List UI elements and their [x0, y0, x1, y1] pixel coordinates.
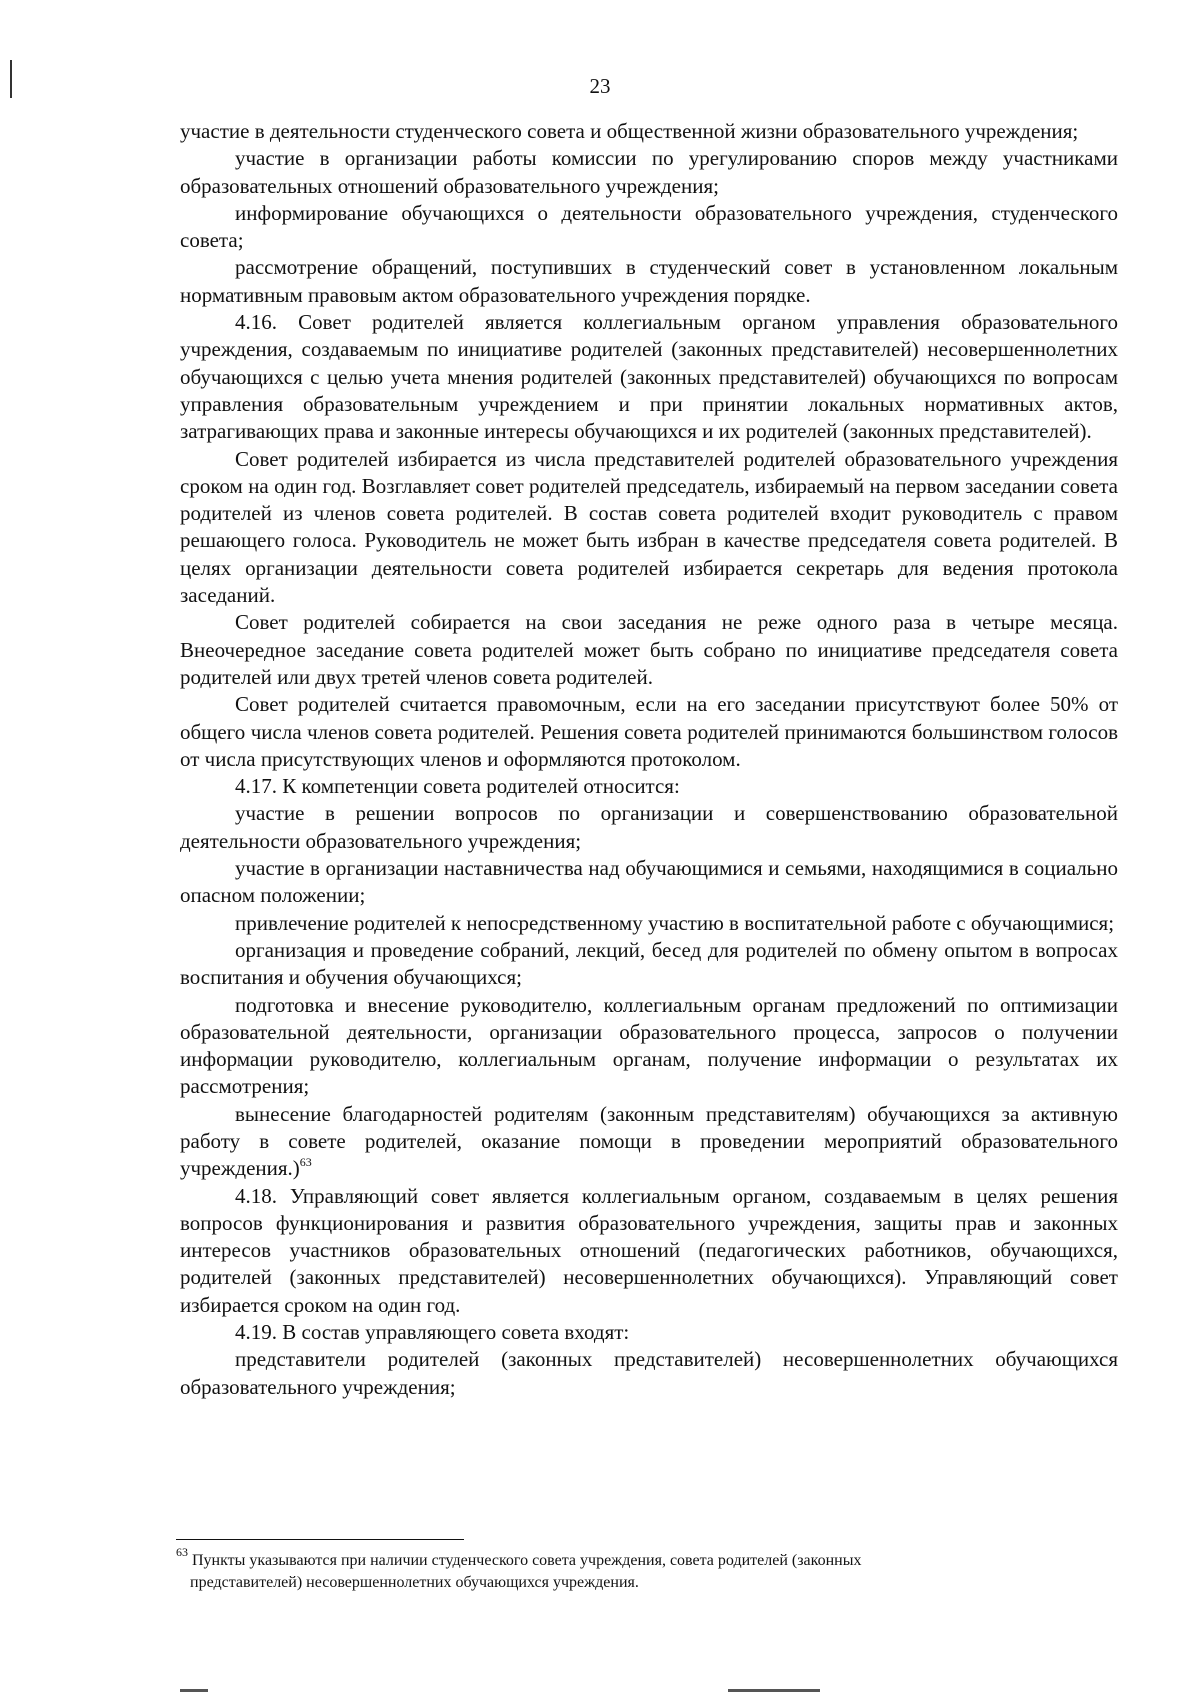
paragraph: участие в решении вопросов по организации и совершенствованию образовательной деятельности образовательного учреждения; [180, 801, 1118, 853]
document-body [180, 118, 1118, 1401]
paragraph: Совет родителей считается правомочным, если на его заседании присутствуют более 50% от общего числа членов совета родителей. Решения совета родителей принимаются большинством голосов от числа присутствующих членов и оформляются протоколом. [180, 692, 1118, 771]
paragraph: Совет родителей собирается на свои заседания не реже одного раза в четыре месяца. Внеочередное заседание совета родителей может быть собрано по инициативе председателя совета родителей или двух третей членов совета родителей. [180, 610, 1118, 689]
paragraph: подготовка и внесение руководителю, коллегиальным органам предложений по оптимизации образовательной деятельности, организации образовательного процесса, запросов о получении информации руководителю, коллегиальным органам, получение информации о результатах их рассмотрения; [180, 992, 1118, 1099]
footnote-continuation: представителей) несовершеннолетних обучающихся учреждения. [190, 1574, 639, 1591]
paragraph-with-footnote-ref [180, 1101, 1118, 1183]
paragraph-text: вынесение благодарностей родителям (законным представителям) обучающихся за активную работу в совете родителей, оказание помощи в проведении мероприятий образовательного учреждения.) [180, 1101, 1118, 1181]
page-number: 23 [589, 74, 611, 98]
paragraph: участие в организации наставничества над обучающимися и семьями, находящимися в социально опасном положении; [180, 856, 1118, 908]
paragraph: участие в организации работы комиссии по урегулированию споров между участниками образовательных отношений образовательного учреждения; [180, 146, 1118, 198]
footnote-line [176, 1545, 1116, 1572]
scan-bottom-mark [728, 1689, 820, 1692]
paragraph: 4.19. В состав управляющего совета входят: [235, 1320, 630, 1345]
paragraph: рассмотрение обращений, поступивших в студенческий совет в установленном локальным нормативным правовым актом образовательного учреждения порядке. [180, 255, 1118, 307]
footnote-separator [176, 1539, 464, 1540]
paragraph: участие в деятельности студенческого совета и общественной жизни образовательного учреждения; [180, 119, 1079, 143]
paragraph: 4.16. Совет родителей является коллегиальным органом управления образовательного учреждения, создаваемым по инициативе родителей (законных представителей) несовершеннолетних обучающихся с целью учета мнения родителей (законных представителей) обучающихся по вопросам управления образовательным учреждением и при принятии локальных нормативных актов, затрагивающих права и законные интересы обучающихся и их родителей (законных представителей). [180, 310, 1118, 444]
paragraph: 4.18. Управляющий совет является коллегиальным органом, создаваемым в целях решения вопросов функционирования и развития образовательного учреждения, защиты прав и законных интересов участников образовательных отношений (педагогических работников, обучающихся, родителей (законных представителей) несовершеннолетних обучающихся). Управляющий совет избирается сроком на один год. [180, 1183, 1118, 1317]
paragraph: 4.17. К компетенции совета родителей относится: [235, 774, 680, 799]
scan-bottom-mark [180, 1689, 208, 1692]
paragraph: информирование обучающихся о деятельности образовательного учреждения, студенческого совета; [180, 200, 1118, 253]
paragraph: представители родителей (законных представителей) несовершеннолетних обучающихся образовательного учреждения; [180, 1347, 1118, 1399]
footnote-text: Пункты указываются при наличии студенческого совета учреждения, совета родителей (законных [192, 1552, 862, 1569]
footnote [176, 1545, 1116, 1594]
footnote-number: 63 [176, 1545, 188, 1559]
footnote-reference[interactable]: 63 [299, 1155, 312, 1170]
paragraph: организация и проведение собраний, лекций, бесед для родителей по обмену опытом в вопросах воспитания и обучения обучающихся; [180, 937, 1118, 990]
paragraph: привлечение родителей к непосредственному участию в воспитательной работе с обучающимися; [235, 910, 1115, 935]
paragraph: Совет родителей избирается из числа представителей родителей образовательного учреждения сроком на один год. Возглавляет совет родителей председатель, избираемый на первом заседании совета родителей из членов совета родителей. В состав совета родителей входит руководитель с правом решающего голоса. Руководитель не может быть избран в качестве председателя совета родителей. В целях организации деятельности совета родителей избирается секретарь для ведения протокола заседаний. [180, 446, 1118, 608]
